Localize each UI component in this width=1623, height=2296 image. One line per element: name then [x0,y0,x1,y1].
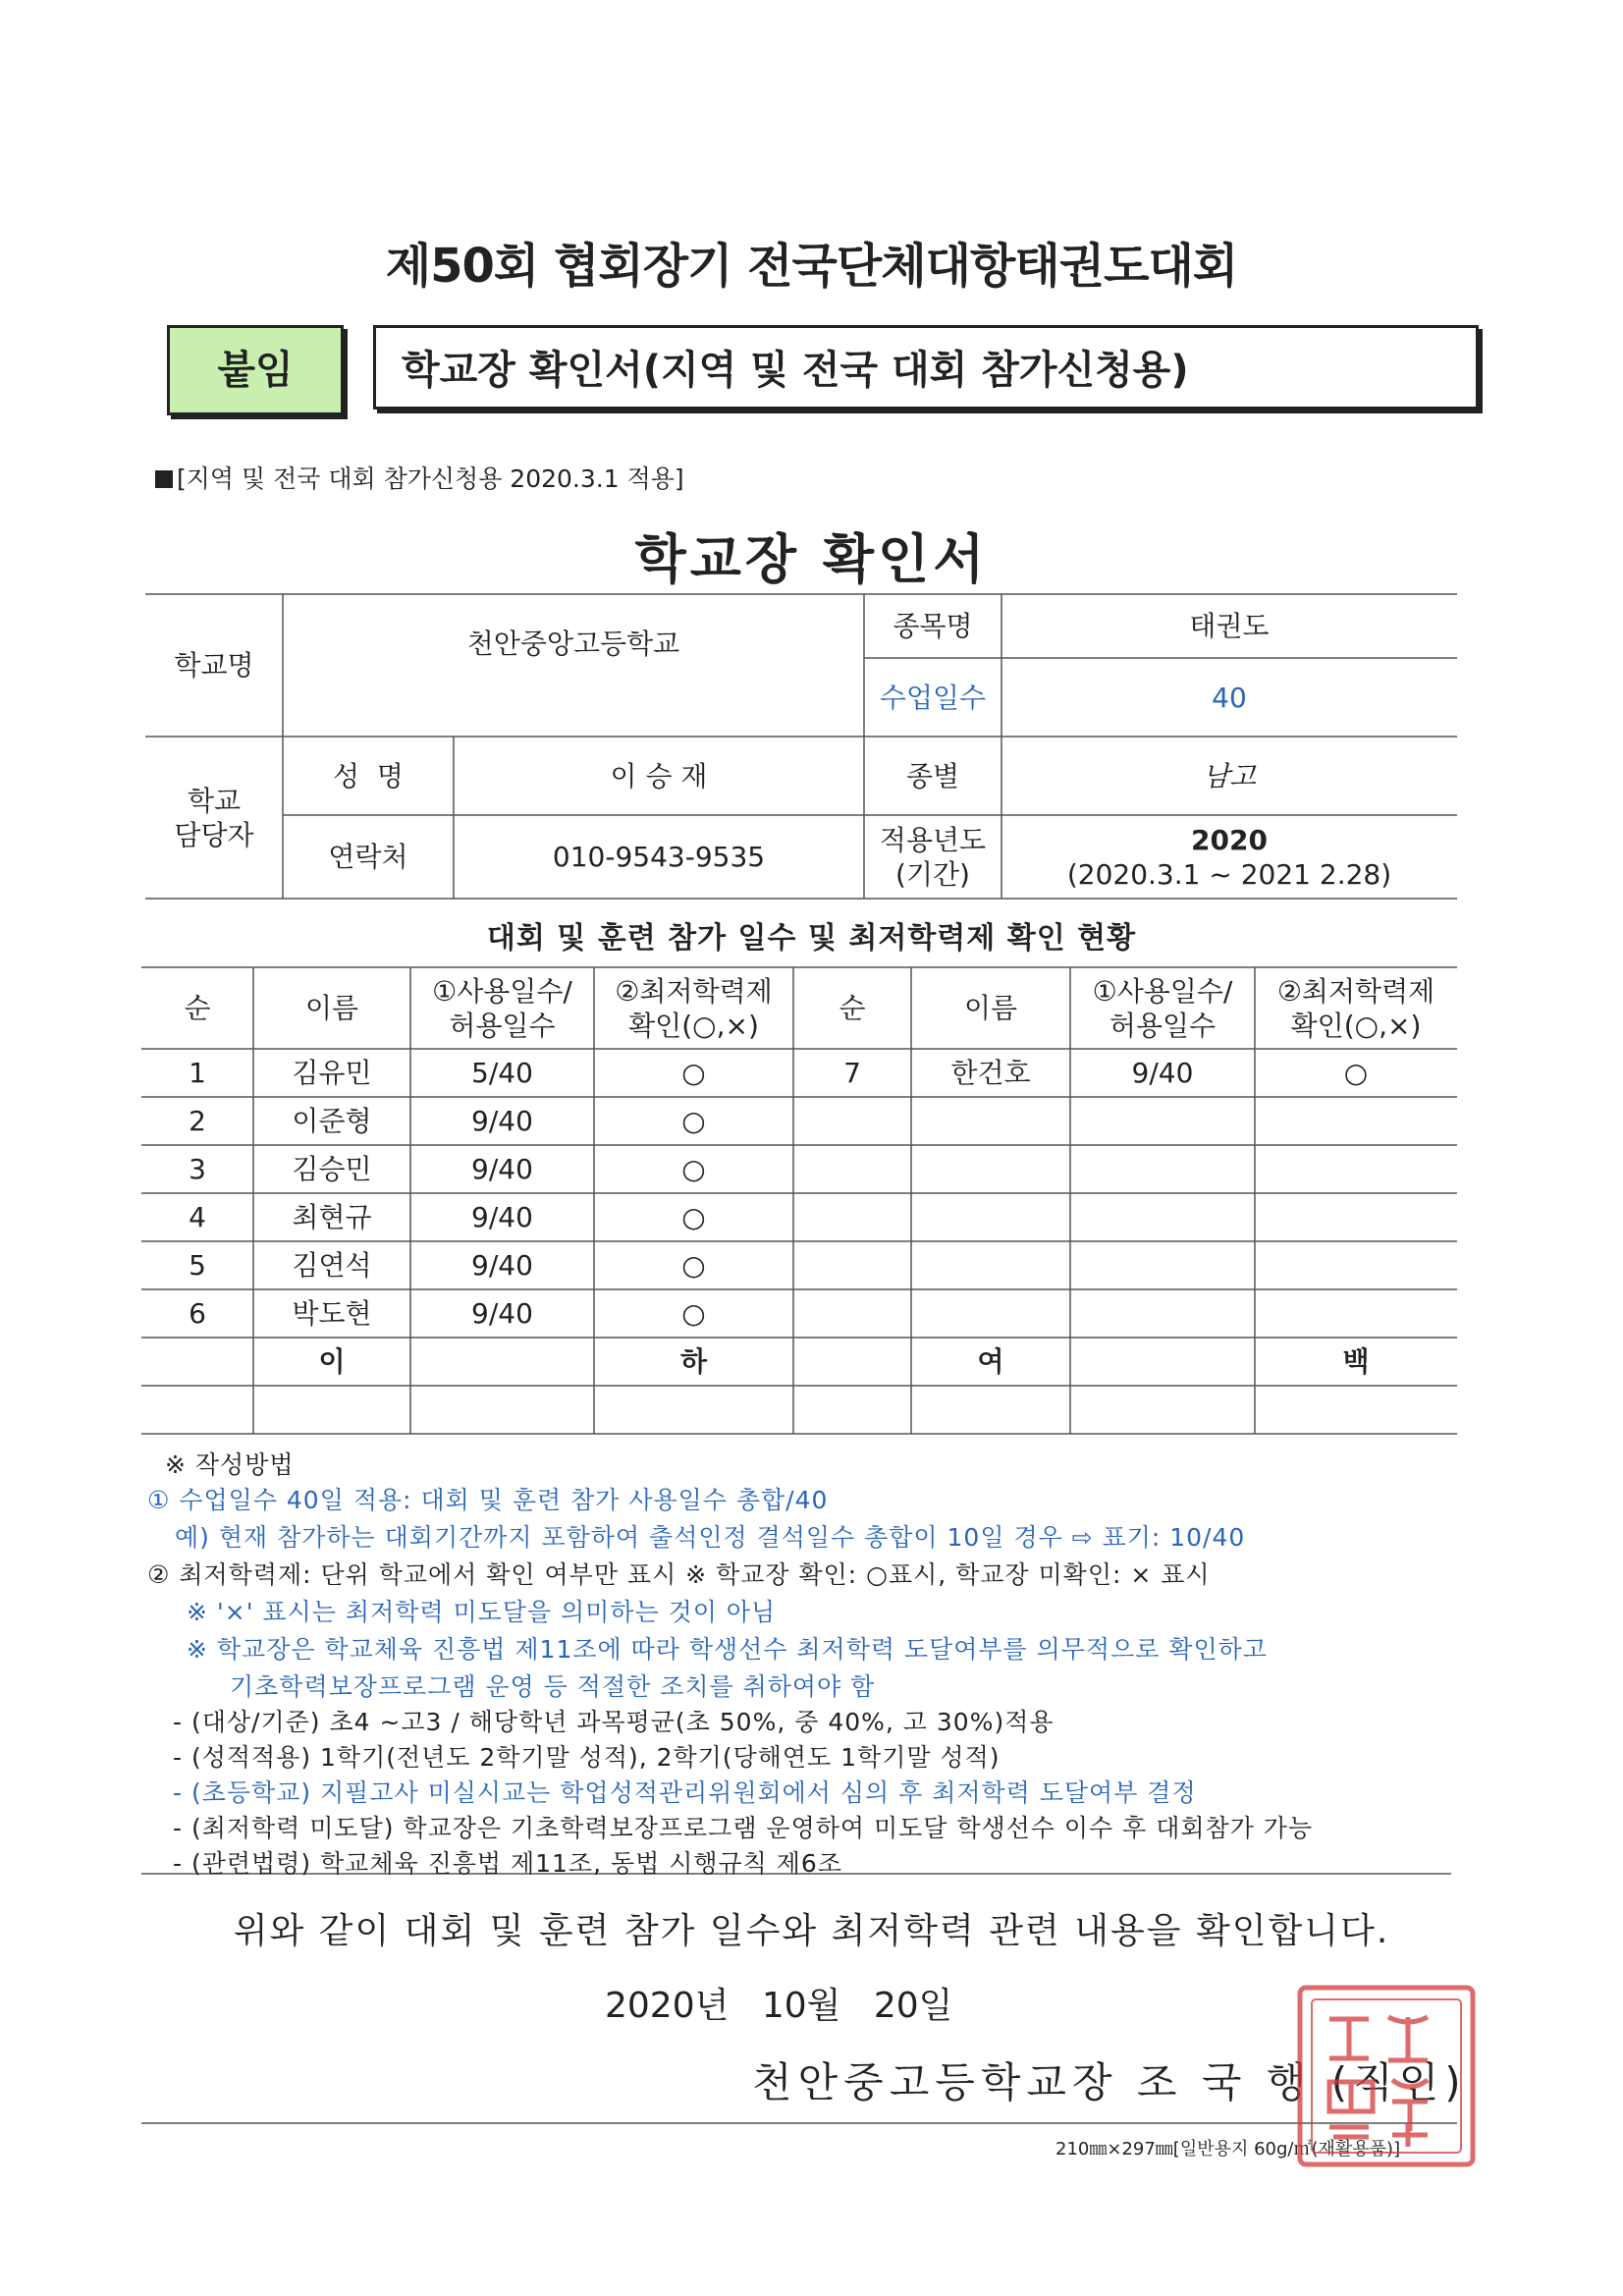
header-no-2: 순 [839,992,866,1024]
row-2-no: 2 [189,1105,206,1137]
school-manager-label: 학교 담당자 [174,784,254,851]
row-2-name: 이준형 [292,1105,372,1137]
row-4-check: ○ [681,1201,706,1233]
row-5-days: 9/40 [471,1249,533,1282]
gender-value: 남고 [1202,759,1257,793]
row-3-name: 김승민 [292,1153,372,1185]
manager-name-value: 이 승 재 [610,759,708,793]
class-days-label: 수업일수 [879,681,987,714]
row-3-days: 9/40 [471,1153,533,1185]
applied-year-label: 적용년도 (기간) [879,823,987,891]
event-title: 제50회 협회장기 전국단체대항태권도대회 [385,239,1238,294]
contact-value: 010-9543-9535 [552,841,766,873]
applied-year-cell [1001,815,1457,899]
class-days-value: 40 [1212,681,1247,714]
row-5-name: 김연석 [292,1249,372,1282]
note-5: ※ 학교장은 학교체육 진흥법 제11조에 따라 학생선수 최저학력 도달여부를 의무적으로 확인하고 [187,1635,1268,1664]
note-11: - (관련법령) 학교체육 진흥법 제11조, 동법 시행규칙 제6조 [173,1849,842,1878]
sport-value: 태권도 [1189,610,1270,642]
notice-text: [지역 및 전국 대회 참가신청용 2020.3.1 적용] [177,465,684,493]
note-6: 기초학력보장프로그램 운영 등 적절한 조치를 취하여야 함 [230,1672,876,1701]
row-3-no: 3 [189,1153,206,1185]
end-mark-1: 이 [318,1345,346,1378]
date-line: 2020년 10월 20일 [605,1986,953,2026]
row-1-name: 김유민 [292,1057,372,1089]
applied-year-value: 2020 [1191,823,1268,856]
paper-spec: 210㎜×297㎜[일반용지 60g/㎡(재활용품)] [1055,2139,1401,2159]
header-used-days: ①사용일수/ 허용일수 [432,974,572,1042]
end-mark-4: 백 [1342,1345,1370,1378]
row-7-days: 9/40 [1131,1057,1194,1089]
row-6-days: 9/40 [471,1297,533,1330]
manager-name-label: 성 명 [333,759,404,793]
contact-label: 연락처 [328,841,408,873]
row-4-name: 최현규 [292,1201,372,1233]
row-3-check: ○ [681,1153,706,1185]
row-7-check: ○ [1343,1057,1369,1089]
header-no: 순 [184,992,211,1024]
end-mark-2: 하 [679,1345,708,1378]
row-2-days: 9/40 [471,1105,533,1137]
row-6-no: 6 [189,1297,206,1330]
note-1: ① 수업일수 40일 적용: 대회 및 훈련 참가 사용일수 총합/40 [147,1486,829,1514]
note-10: - (최저학력 미도달) 학교장은 기초학력보장프로그램 운영하여 미도달 학생선수 이수 후 대회참가 가능 [173,1814,1314,1842]
row-4-no: 4 [189,1201,206,1233]
row-1-no: 1 [189,1057,206,1089]
note-3: ② 최저학력제: 단위 학교에서 확인 여부만 표시 ※ 학교장 확인: ○표시, 학교장 미확인: × 표시 [147,1560,1211,1589]
row-7-no: 7 [843,1057,861,1089]
note-2: 예) 현재 참가하는 대회기간까지 포함하여 출석인정 결석일수 총합이 10일 경우 ⇨ 표기: 10/40 [175,1523,1246,1552]
school-name-value: 천안중앙고등학교 [466,627,680,660]
header-name: 이름 [304,992,359,1024]
attachment-label: 붙임 [167,325,344,415]
header-min-academic: ②최저학력제 확인(○,×) [615,974,773,1042]
row-1-check: ○ [681,1057,706,1089]
row-5-no: 5 [189,1249,206,1282]
note-8: - (성적적용) 1학기(전년도 2학기말 성적), 2학기(당해연도 1학기말 성적) [173,1743,1001,1772]
row-6-name: 박도현 [292,1297,372,1330]
sport-label: 종목명 [893,610,973,642]
signer-line: 천안중고등학교장 조 국 행 (직인) [752,2058,1467,2106]
row-6-check: ○ [681,1297,706,1330]
section-title: 대회 및 훈련 참가 일수 및 최저학력제 확인 현황 [486,921,1137,956]
official-seal-icon [1290,1980,1483,2172]
main-title: 학교장 확인서 [634,528,989,590]
header-name-2: 이름 [963,992,1018,1024]
row-4-days: 9/40 [471,1201,533,1233]
note-7: - (대상/기준) 초4 ~고3 / 해당학년 과목평균(초 50%, 중 40%, 고 30%)적용 [173,1708,1055,1736]
note-heading: ※ 작성방법 [165,1450,295,1479]
end-mark-3: 여 [977,1345,1004,1378]
applied-period-value: (2020.3.1 ~ 2021 2.28) [1066,857,1392,891]
document-title-box: 학교장 확인서(지역 및 전국 대회 참가신청용) [373,325,1479,410]
row-5-check: ○ [681,1249,706,1282]
school-name-label: 학교명 [174,649,254,682]
row-2-check: ○ [681,1105,706,1137]
header-used-days-2: ①사용일수/ 허용일수 [1092,974,1233,1042]
note-4: ※ '×' 표시는 최저학력 미도달을 의미하는 것이 아님 [187,1598,777,1626]
header-min-academic-2: ②최저학력제 확인(○,×) [1276,974,1435,1042]
row-1-days: 5/40 [471,1057,533,1089]
gender-label: 종별 [905,759,960,793]
row-7-name: 한건호 [950,1057,1031,1089]
note-9: - (초등학교) 지필고사 미실시교는 학업성적관리위원회에서 심의 후 최저학력 도달여부 결정 [173,1778,1197,1807]
confirmation-text: 위와 같이 대회 및 훈련 참가 일수와 최저학력 관련 내용을 확인합니다. [233,1911,1390,1951]
